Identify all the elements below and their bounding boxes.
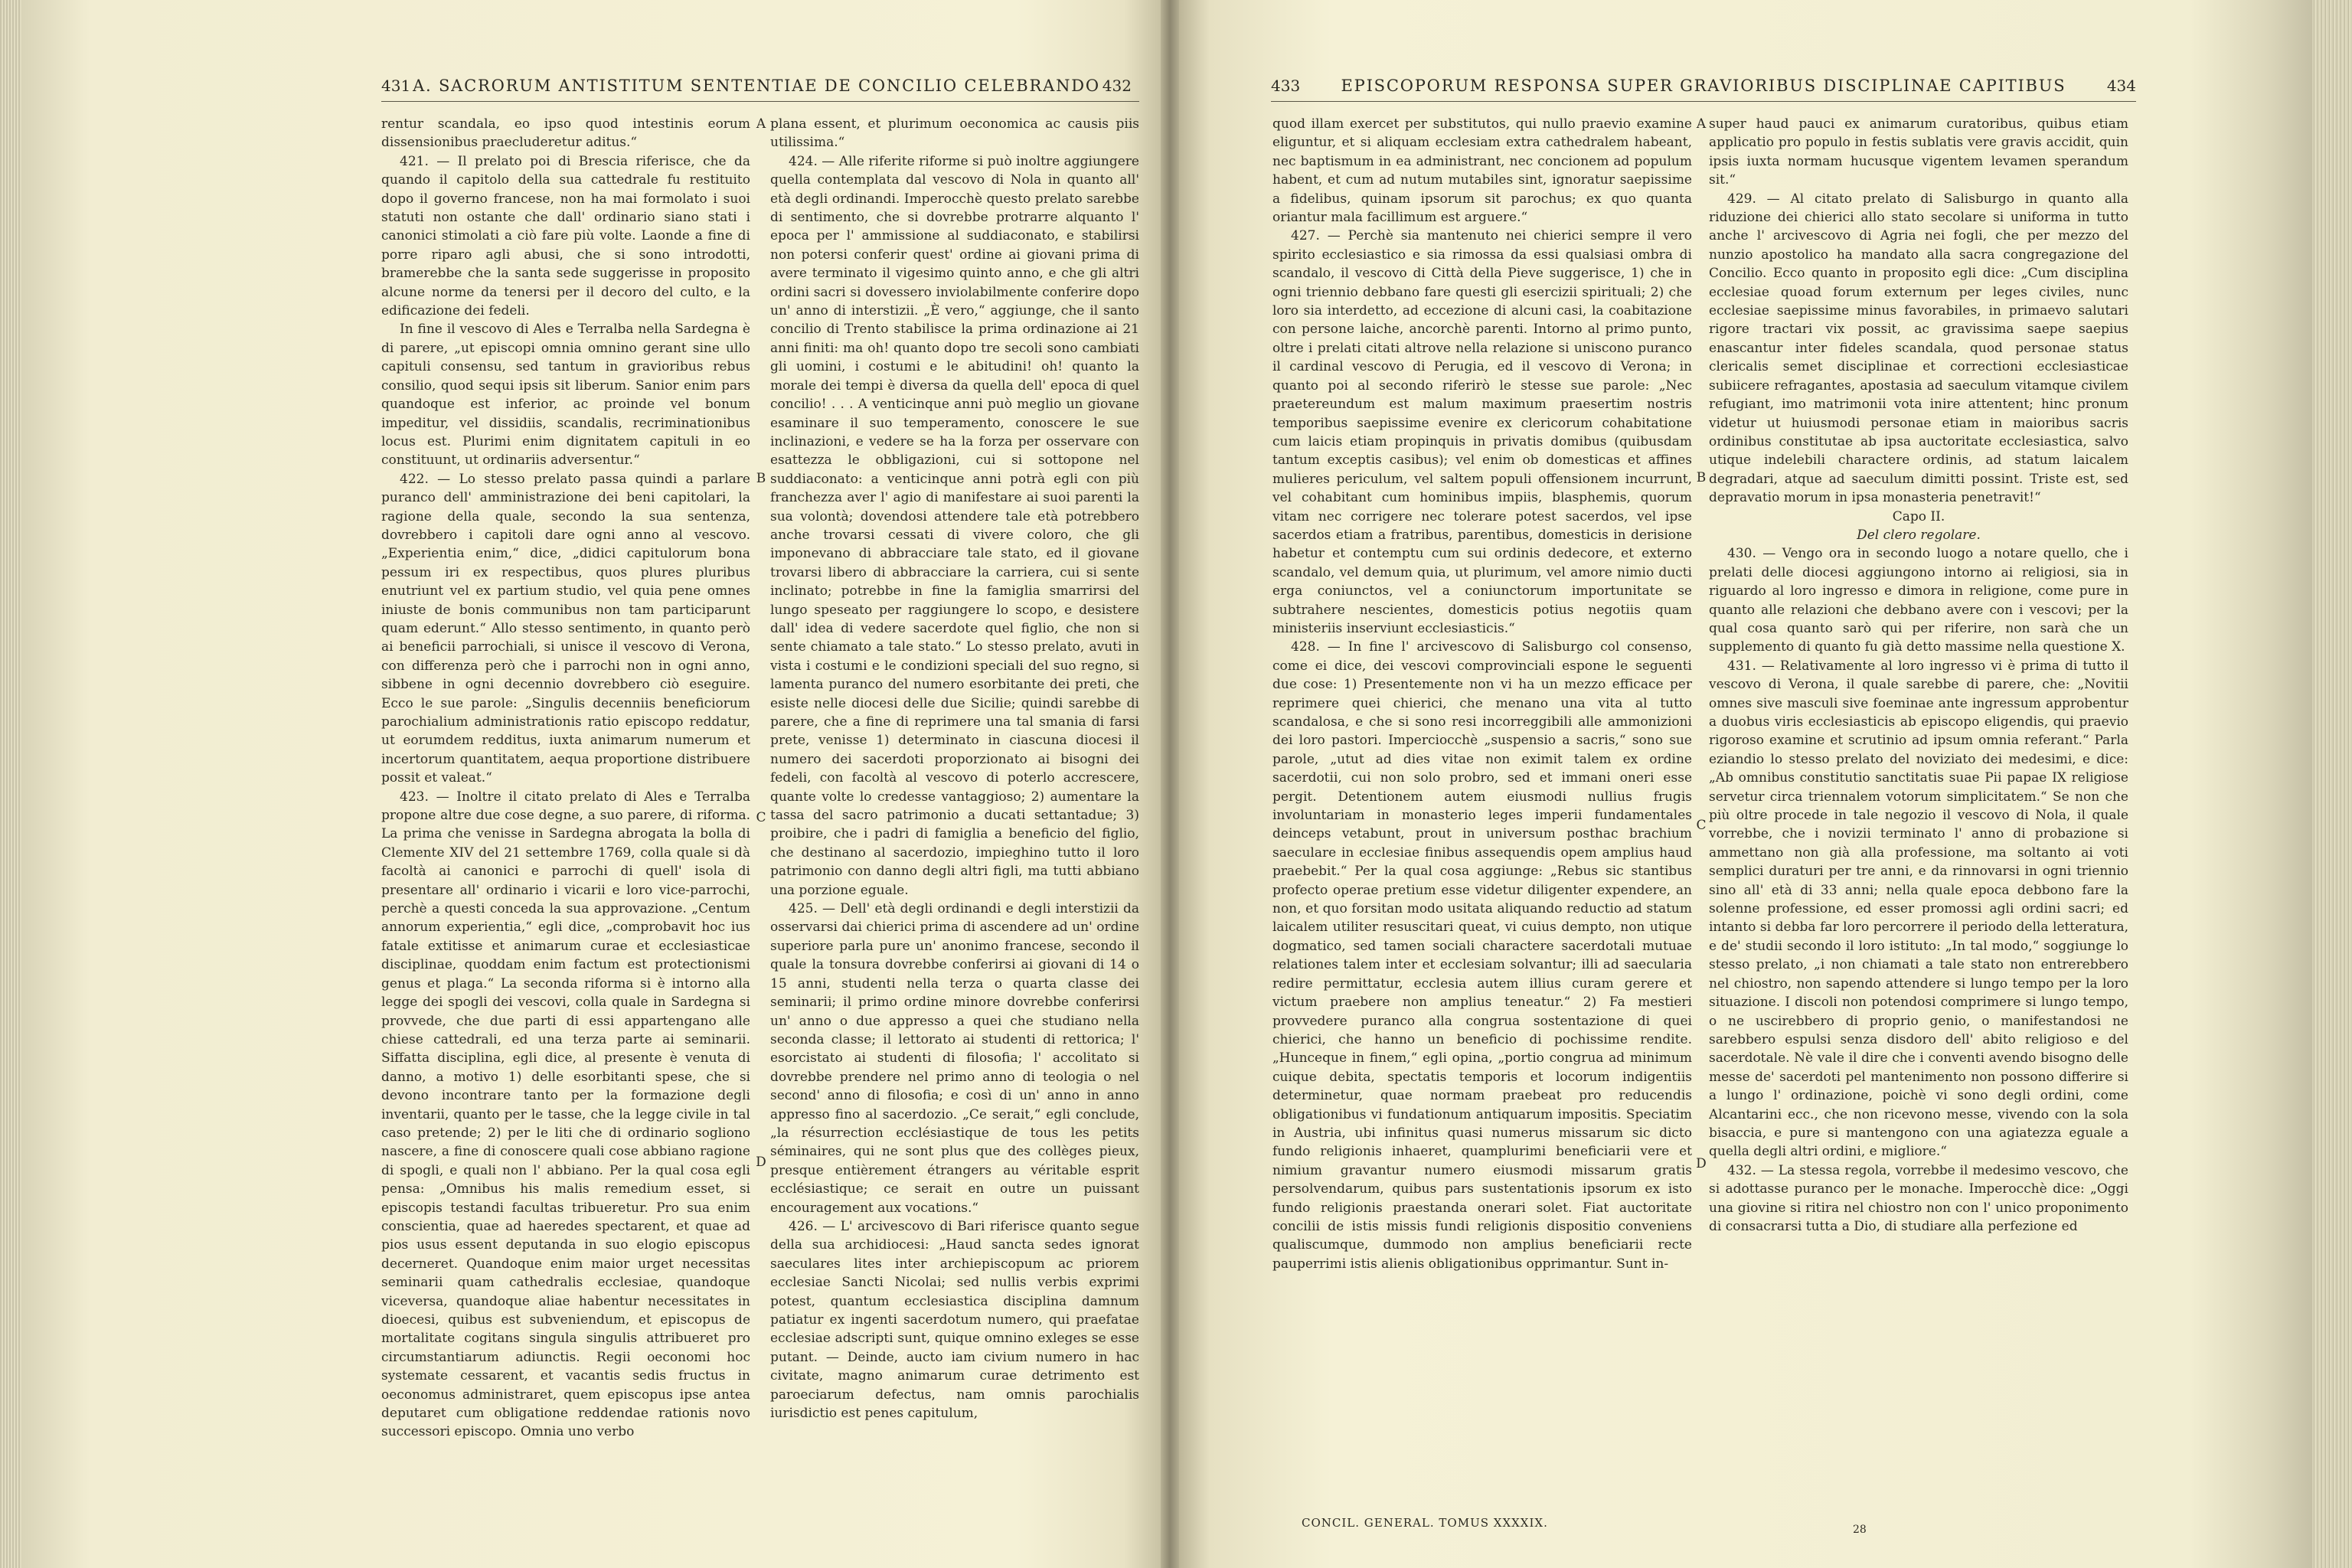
- right-running-title: EPISCOPORUM RESPONSA SUPER GRAVIORIBUS DISCIPLINAE CAPITIBUS: [1341, 77, 2066, 95]
- paragraph: 422. — Lo stesso prelato passa quindi a parlare puranco dell' amministrazione dei beni capitolari, la ragione della quale, secondo la sua sentenza, dovrebbero i capitoli dare ogni anno al vescovo. „Experientia enim,“ dice, „didici capitulorum bona pessum iri ex respectibus, quos plures pluribus enutriunt vel ex partium studio, vel quia pene omnes iniuste de bonis communibus non tam participarunt quam ederunt.“ Allo stesso sentimento, in quanto però ai beneficii parrochiali, si unisce il vescovo di Verona, con differenza però che i parrochi non in ogni anno, sibbene in ogni decennio dovrebbero ciò eseguire. Ecco le sue parole: „Singulis decenniis beneficiorum parochialium administrationis ratio episcopo reddatur, ut eorumdem redditus, iuxta animarum numerum et incertorum quantitatem, aequa proportione distribuere possit et valeat.“: [381, 471, 750, 786]
- margin-marker-a: A: [756, 116, 766, 132]
- paragraph: 432. — La stessa regola, vorrebbe il medesimo vescovo, che si adottasse puranco per le monache. Imperocchè dice: „Oggi una giovine si ritira nel chiostro non con l' unico proponimento di consacrarsi tutta a Dio, di studiare alla perfezione ed: [1709, 1162, 2128, 1234]
- folio-433: 433: [1271, 77, 1301, 95]
- right-head-rule: [1271, 101, 2136, 102]
- book-edge-left: [0, 0, 21, 1568]
- left-page: [21, 0, 1161, 1568]
- paragraph: plana essent, et plurimum oeconomica ac causis piis utilissima.“: [770, 116, 1139, 151]
- margin-marker-d: D: [756, 1155, 766, 1170]
- sheet-number: 28: [1853, 1524, 1867, 1536]
- margin-marker-b: B: [756, 471, 766, 486]
- left-column-2: [770, 115, 1139, 1524]
- footer-signature: CONCIL. GENERAL. TOMUS XXXXIX.: [1302, 1516, 1548, 1530]
- paragraph: rentur scandala, eo ipso quod intestinis eorum dissensionibus praecluderetur aditus.“: [381, 116, 750, 151]
- paragraph: 426. — L' arcivescovo di Bari riferisce quanto segue della sua archidiocesi: „Haud sancta sedes ignorat saeculares lites inter archiepiscopum ac priorem ecclesiae Sancti Nicolai; sed nullis verbis exprimi potest, quantum ecclesiastica disciplina damnum patiatur ex ingenti sacerdotum numero, qui praefatae ecclesiae adscripti sunt, quique omnino exleges se esse putant. — Deinde, aucto iam civium numero in hac civitate, magno animarum curae detrimento est paroeciarum defectus, nam omnis parochialis iurisdictio est penes capitulum,: [770, 1218, 1139, 1422]
- margin-marker-c: C: [756, 810, 766, 825]
- paragraph: 421. — Il prelato poi di Brescia riferisce, che da quando il capitolo della sua cattedrale fu restituito dopo il governo francese, non ha mai formolato i suoi statuti non ostante che dall' ordinario siano stati i canonici stimolati a ciò fare più volte. Laonde a fine di porre riparo agli abusi, che si sono introdotti, bramerebbe che la santa sede suggerisse in proposito alcune norme da tenersi per il decoro del culto, e la edificazione dei fedeli.: [381, 153, 750, 319]
- book-edge-right: [2312, 0, 2352, 1568]
- paragraph: 423. — Inoltre il citato prelato di Ales e Terralba propone altre due cose degne, a suo parere, di riforma. La prima che venisse in Sardegna abrogata la bolla di Clemente XIV del 21 settembre 1769, colla quale si dà facoltà ai canonici e parrochi di quell' isola di presentare all' ordinario i vicarii e loro vice-parrochi, perchè a questi conceda la sua approvazione. „Centum annorum experientia,“ egli dice, „comprobavit hoc ius fatale extitisse et animarum curae et ecclesiasticae disciplinae, quoddam enim factum est protectionismi genus et plaga.“ La seconda riforma si è intorno alla legge dei spogli dei vescovi, colla quale in Sardegna si provvede, che due parti di essi appartengano alle chiese cattedrali, ed una terza parte ai seminarii. Siffatta disciplina, egli dice, al presente è venuta di danno, a motivo 1) delle esorbitanti spese, che si devono incontrare tanto per la formazione degli inventarii, quanto per le tasse, che la legge civile in tal caso pretende; 2) per le liti che di ordinario sogliono nascere, a fine di conoscere quali cose abbiano ragione di spogli, e quali non l' abbiano. Per la qual cosa egli pensa: „Omnibus his malis remedium esset, si episcopis testandi facultas tribueretur. Pro sua enim conscientia, quae ad haeredes spectarent, et quae ad pios usus essent deputanda in suo elogio episcopus decerneret. Quandoque enim maior urget necessitas seminarii quam cathedralis ecclesiae, quandoque viceversa, quandoque aliae habentur necessitates in dioecesi, quibus est subveniendum, et episcopus de mortalitate cogitans singula singulis attribueret pro circumstantiarum adiunctis. Regii oeconomi hoc systemate cessarent, et vacantis sedis fructus in oeconomus administraret, quem episcopus ipse antea deputaret cum obligatione reddendae rationis novo successori episcopo. Omnia uno verbo: [381, 789, 750, 1440]
- margin-marker-c: C: [1696, 818, 1707, 833]
- paragraph: 428. — In fine l' arcivescovo di Salisburgo col consenso, come ei dice, dei vescovi comprovinciali espone le seguenti due cose: 1) Presentemente non vi ha un mezzo efficace per reprimere quei chierici, che menano una vita al tutto scandalosa, e che si sono resi incorreggibili alle ammonizioni dei loro pastori. Imperciocchè „suspensio a sacris,“ sono sue parole, „utut ad dies vitae non eximit talem ex ordine sacerdotii, cui non solo probro, sed et immani oneri esse pergit. Detentionem autem eiusmodi nullius frugis involuntariam in monasterio leges imperii fundamentales deinceps vetabunt, prout in universum posthac brachium saeculare in ecclesiae finibus assequendis opem amplius haud praebebit.“ Per la qual cosa aggiunge: „Rebus sic stantibus profecto operae pretium esse videtur diligenter expendere, an non, et quo forsitan modo usitata aliquando reductio ad statum laicalem utiliter resuscitari queat, vi cuius dempto, non utique dogmatico, sed tamen sociali charactere sacerdotali mutuae relationes talem inter et ecclesiam solvantur; illi ad saecularia redire permittatur, ecclesia autem illius curam gerere et victum praebere non amplius teneatur.“ 2) Fa mestieri provvedere puranco alla congrua sostentazione di quei chierici, che hanno un beneficio di pochissime rendite. „Hunceque in finem,“ egli opina, „portio congrua ad minimum cuique debita, spectatis temporis et locorum indigentiis determinetur, quae normam praebeat pro reducendis obligationibus vi fundationum antiquarum impositis. Speciatim in Austria, ubi infinitus quasi numerus missarum sic dicto fundo religionis inhaeret, quamplurimi beneficiarii vere et nimium gravantur numero eiusmodi missarum gratis persolvendarum, quibus pars sustentationis ipsorum ex isto fundo religionis praestanda onerari solet. Fiat auctoritate concilii de istis missis fundi religionis dispositio conveniens qualiscumque, dummodo non amplius beneficiarii recte pauperrimi istis alienis obligationibus opprimantur. Sunt in-: [1272, 639, 1692, 1272]
- right-column-1: [1272, 115, 1692, 1524]
- paragraph: 424. — Alle riferite riforme si può inoltre aggiungere quella contemplata dal vescovo di Nola in quanto all' età degli ordinandi. Imperocchè questo prelato sarebbe di sentimento, che si dovrebbe protrarre alquanto l' epoca per l' ammissione al suddiaconato, e stabilirsi non potersi conferir quest' ordine ai giovani prima di avere terminato il vigesimo quinto anno, e che gli altri ordini sacri si dovessero inviolabilmente conferire dopo un' anno di interstizii. „È vero,“ aggiunge, che il santo concilio di Trento stabilisce la prima ordinazione ai 21 anni finiti: ma oh! quanto dopo tre secoli sono cambiati gli uomini, i costumi e le abitudini! oh! quanto la morale dei tempi è diversa da quella dell' epoca di quel concilio! . . . A venticinque anni può meglio un giovane esaminare il suo temperamento, conoscere le sue inclinazioni, e vedere se ha la forza per osservare con esattezza le obbligazioni, cui si sottopone nel suddiaconato: a venticinque anni potrà egli con più franchezza aver l' agio di manifestare ai suoi parenti la sua volontà; dovendosi attendere tale età potrebbero anche trovarsi cessati di vivere coloro, che gli imponevano di abbracciare tale stato, ed il giovane trovarsi libero di abbracciare la carriera, cui si sente inclinato; potrebbe in fine la famiglia smarrirsi del lungo speseato per raggiungere lo scopo, e desistere dall' idea di vedere sacerdote quel figlio, che non si sente chiamato a tale stato.“ Lo stesso prelato, avuti in vista i costumi e le condizioni speciali del suo regno, si lamenta puranco del numero esorbitante dei preti, che esiste nelle diocesi delle due Sicilie; quindi sarebbe di parere, che a fine di reprimere una tal smania di farsi prete, venisse 1) determinato in ciascuna diocesi il numero dei sacerdoti proporzionato ai bisogni dei fedeli, con facoltà al vescovo di poterlo accrescere, quante volte lo credesse vantaggioso; 2) aumentare la tassa del sacro patrimonio a ducati settantadue; 3) proibire, che i padri di famiglia a beneficio del figlio, che destinano al sacerdozio, impieghino tutto il loro patrimonio con danno degli altri figli, ma tutti abbiano una porzione eguale.: [770, 153, 1139, 898]
- paragraph: 431. — Relativamente al loro ingresso vi è prima di tutto il vescovo di Verona, il quale sarebbe di parere, che: „Novitii omnes sive masculi sive foeminae ante ingressum approbentur a duobus viris ecclesiasticis ab episcopo eligendis, qui praevio rigoroso examine et scrutinio ad ipsum omnia referant.“ Parla eziandio lo stesso prelato del noviziato dei medesimi, e dice: „Ab omnibus constitutio sanctitatis suae Pii papae IX religiose servetur circa triennalem votorum simplicitatem.“ Se non che più oltre procede in tale negozio il vescovo di Nola, il quale vorrebbe, che i novizii terminato l' anno di probazione si ammettano non già alla professione, ma soltanto ai voti semplici duraturi per tre anni, e da rinnovarsi in ogni triennio sino all' età di 33 anni; nella quale epoca debbono fare la solenne professione, ed esser promossi agli ordini sacri; ed intanto si debba far loro percorrere il periodo della letteratura, e de' studii secondo il loro istituto: „In tal modo,“ soggiunge lo stesso prelato, „i non chiamati a tale stato non entrerebbero nel chiostro, non sapendo attendere si lungo tempo per la loro situazione. I discoli non potendosi comprimere si lungo tempo, o ne uscirebbero di proprio genio, o manifestandosi ne sarebbero espulsi senza disdoro dell' abito religioso e del sacerdotale. Nè vale il dire che i conventi avendo bisogno delle messe de' sacerdoti pel mantenimento non possono differire si a lungo l' ordinazione, poichè vi sono degli ordini, come Alcantarini ecc., che non ricevono messe, vivendo con la sola bisaccia, e pure si mantengono con una agiatezza eguale a quella degli altri ordini, e migliore.“: [1709, 658, 2128, 1160]
- folio-432: 432: [1102, 77, 1132, 95]
- book-gutter: [1161, 0, 1179, 1568]
- paragraph: 430. — Vengo ora in secondo luogo a notare quello, che i prelati delle diocesi aggiungono intorno ai religiosi, sia in riguardo al loro ingresso e dimora in religione, come pure in quanto alle relazioni che debbano avere con i vescovi; per la qual cosa quanto sarò qui per riferire, non sarà che un supplemento di quanto fu già detto massime nella questione X.: [1709, 546, 2128, 655]
- margin-marker-d: D: [1696, 1156, 1707, 1171]
- left-column-1: [381, 115, 750, 1524]
- folio-434: 434: [2106, 77, 2136, 95]
- left-running-head: [381, 70, 1132, 101]
- folio-431: 431: [381, 77, 411, 95]
- paragraph: quod illam exercet per substitutos, qui nullo praevio examine eliguntur, et si aliquam ecclesiam extra cathedralem habeant, nec baptismum in ea administrant, nec concionem ad populum habent, et cum ad nutum mutabiles sint, ignoratur saepissime a fidelibus, quinam ipsorum sit parochus; ex quo quanta oriantur mala facillimum est arguere.“: [1272, 116, 1692, 226]
- paragraph: 429. — Al citato prelato di Salisburgo in quanto alla riduzione dei chierici allo stato secolare si uniforma in tutto anche l' arcivescovo di Agria nei fogli, che per mezzo del nunzio apostolico ha mandato alla sacra congregazione del Concilio. Ecco quanto in proposito egli dice: „Cum disciplina ecclesiae quoad forum externum per leges civiles, nunc ecclesiae saepissime minus favorabiles, in primaevo salutari rigore tractari vix possit, ac gravissima saepe saepius enascantur inter fideles scandala, quod personae status clericalis semet disciplinae et correctioni ecclesiasticae subiicere refragantes, apostasia ad saeculum vitamque civilem refugiant, imo matrimonii vota inire attentent; hinc pronum videtur ut huiusmodi personae etiam in maioribus sacris ordinibus constitutae ab ipsa auctoritate ecclesiastica, salvo utique indelebili charactere ordinis, ad statum laicalem degradari, atque ad saeculum dimitti possint. Triste est, sed depravatio morum in ipsa monasteria penetravit!“: [1709, 191, 2128, 506]
- margin-marker-a: A: [1696, 116, 1707, 132]
- paragraph: 425. — Dell' età degli ordinandi e degli interstizii da osservarsi dai chierici prima di ascendere ad un' ordine superiore parla pure un' anonimo francese, secondo il quale la tonsura dovrebbe conferirsi ai giovani di 14 o 15 anni, studenti nella terza o quarta classe dei seminarii; il primo ordine minore dovrebbe conferirsi un' anno o due appresso a quei che studiano nella seconda classe; il lettorato ai studenti di rettorica; l' esorcistato ai studenti di filosofia; l' accolitato si dovrebbe prendere nel primo anno di teologia o nel second' anno di filosofia; e così di un' anno in anno appresso fino al sacerdozio. „Ce serait,“ egli conclude, „la résurrection ecclésiastique de tous les petits séminaires, qui ne sont plus que des collèges pieux, presque entièrement étrangers au véritable esprit ecclésiastique; ce serait en outre un puissant encouragement aux vocations.“: [770, 901, 1139, 1216]
- right-column-2: [1709, 115, 2128, 1524]
- left-running-title: A. SACRORUM ANTISTITUM SENTENTIAE DE CONCILIO CELEBRANDO: [413, 77, 1100, 95]
- right-running-head: [1271, 70, 2136, 101]
- paragraph: 427. — Perchè sia mantenuto nei chierici sempre il vero spirito ecclesiastico e sia rimossa da essi qualsiasi ombra di scandalo, il vescovo di Città della Pieve suggerisce, 1) che in ogni triennio debbano fare questi gli esercizii spirituali; 2) che loro sia interdetto, ad eccezione di alcuni casi, la coabitazione con persone laiche, ancorchè parenti. Intorno al primo punto, oltre i prelati citati altrove nella relazione si uniscono puranco il cardinal vescovo di Perugia, ed il vescovo di Verona; in quanto poi al secondo riferirò le stesse sue parole: „Nec praetereundum est malum maximum praesertim nostris temporibus saepissime evenire ex clericorum cohabitatione cum laicis etiam propinquis in privatis domibus (quibusdam tantum exceptis casibus); vel enim ob domesticas et affines mulieres periculum, vel saltem populi offensionem incurrunt, vel cohabitant cum hominibus impiis, blasphemis, quorum vitam nec corrigere nec tolerare potest sacerdos, vel ipse sacerdos etiam a fratribus, parentibus, domesticis in derisione habetur et contemptu cum sui ordinis dedecore, et externo scandalo, vel demum quia, ut plurimum, vel amore nimio ducti erga coniunctos, vel a coniunctorum importunitate se subtrahere nescientes, domesticis potius negotiis quam ministeriis inserviunt ecclesiasticis.“: [1272, 228, 1692, 636]
- paragraph: In fine il vescovo di Ales e Terralba nella Sardegna è di parere, „ut episcopi omnia omnino gerant sine ullo capituli consensu, sed tantum in gravioribus rebus consilio, quod sequi ipsis sit liberum. Sanior enim pars quandoque est inferior, ac proinde vel bonum impeditur, vel dissidiis, scandalis, recriminationibus locus est. Plurimi enim dignitatem capituli in eo constituunt, ut ordinariis adversentur.“: [381, 322, 750, 469]
- paragraph: super haud pauci ex animarum curatoribus, quibus etiam applicatio pro populo in festis sublatis vere gravis accidit, quin ipsis iuxta normam hucusque vigentem levamen sperandum sit.“: [1709, 116, 2128, 188]
- left-head-rule: [381, 101, 1139, 102]
- chapter-subheading: Del clero regolare.: [1857, 527, 1981, 543]
- chapter-heading: Capo II.: [1892, 508, 1945, 524]
- margin-marker-b: B: [1696, 470, 1707, 485]
- right-page: [1179, 0, 2312, 1568]
